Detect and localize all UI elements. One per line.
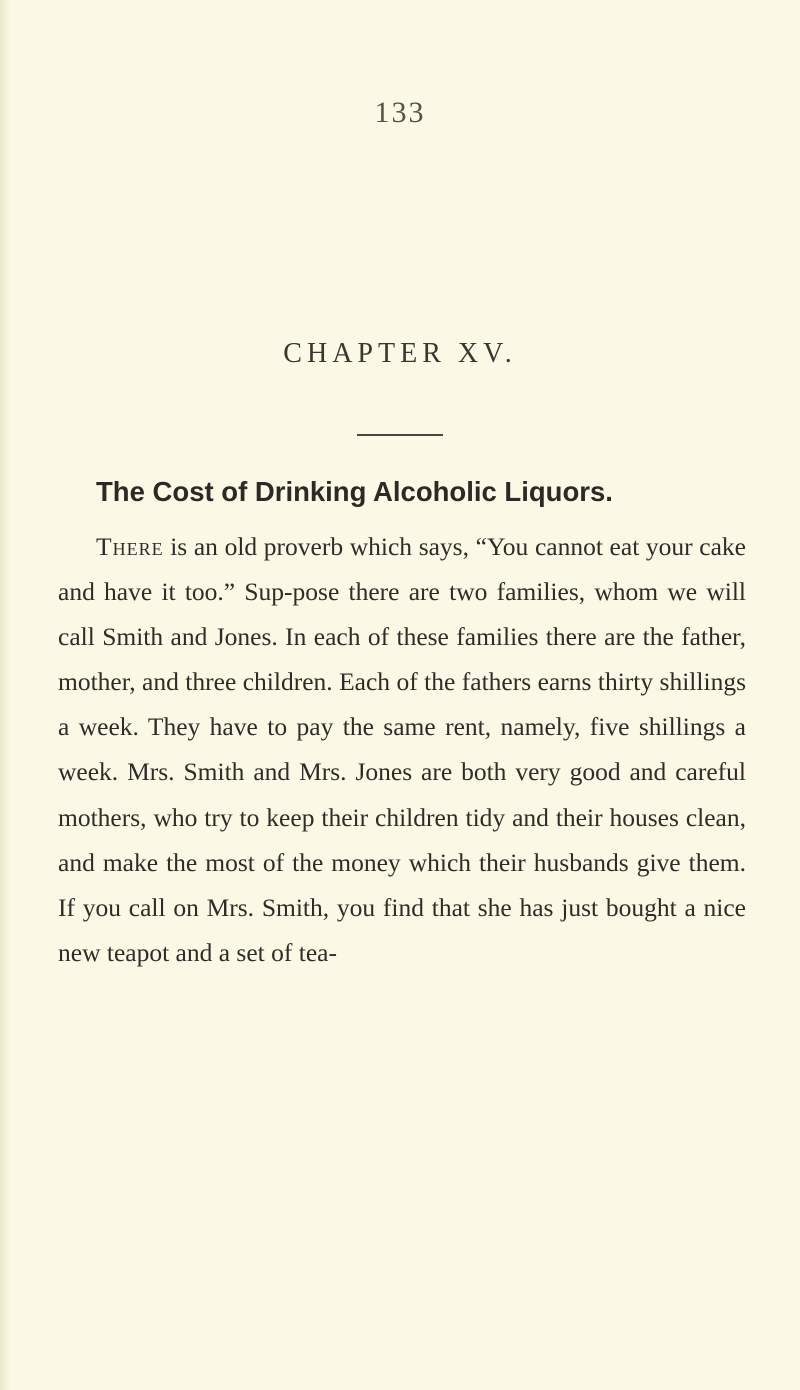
- page-edge-shadow: [0, 0, 10, 1390]
- body-paragraph: [58, 524, 746, 975]
- lead-word: There: [96, 532, 164, 561]
- page-number: 133: [374, 96, 426, 129]
- chapter-heading: CHAPTER XV.: [283, 338, 517, 369]
- heading-divider: [357, 434, 443, 436]
- chapter-title: The Cost of Drinking Alcoholic Liquors.: [96, 476, 613, 507]
- paragraph-text: is an old proverb which says, “You cannot eat your cake and have it too.” Sup-pose there are two families, whom we will call Smith and Jones. In each of these families there are the father, mother, and three children. Each of the fathers earns thirty shillings a week. They have to pay the same rent, namely, five shillings a week. Mrs. Smith and Mrs. Jones are both very good and careful mothers, who try to keep their children tidy and their houses clean, and make the most of the money which their husbands give them. If you call on Mrs. Smith, you find that she has just bought a nice new teapot and a set of tea-: [58, 532, 746, 967]
